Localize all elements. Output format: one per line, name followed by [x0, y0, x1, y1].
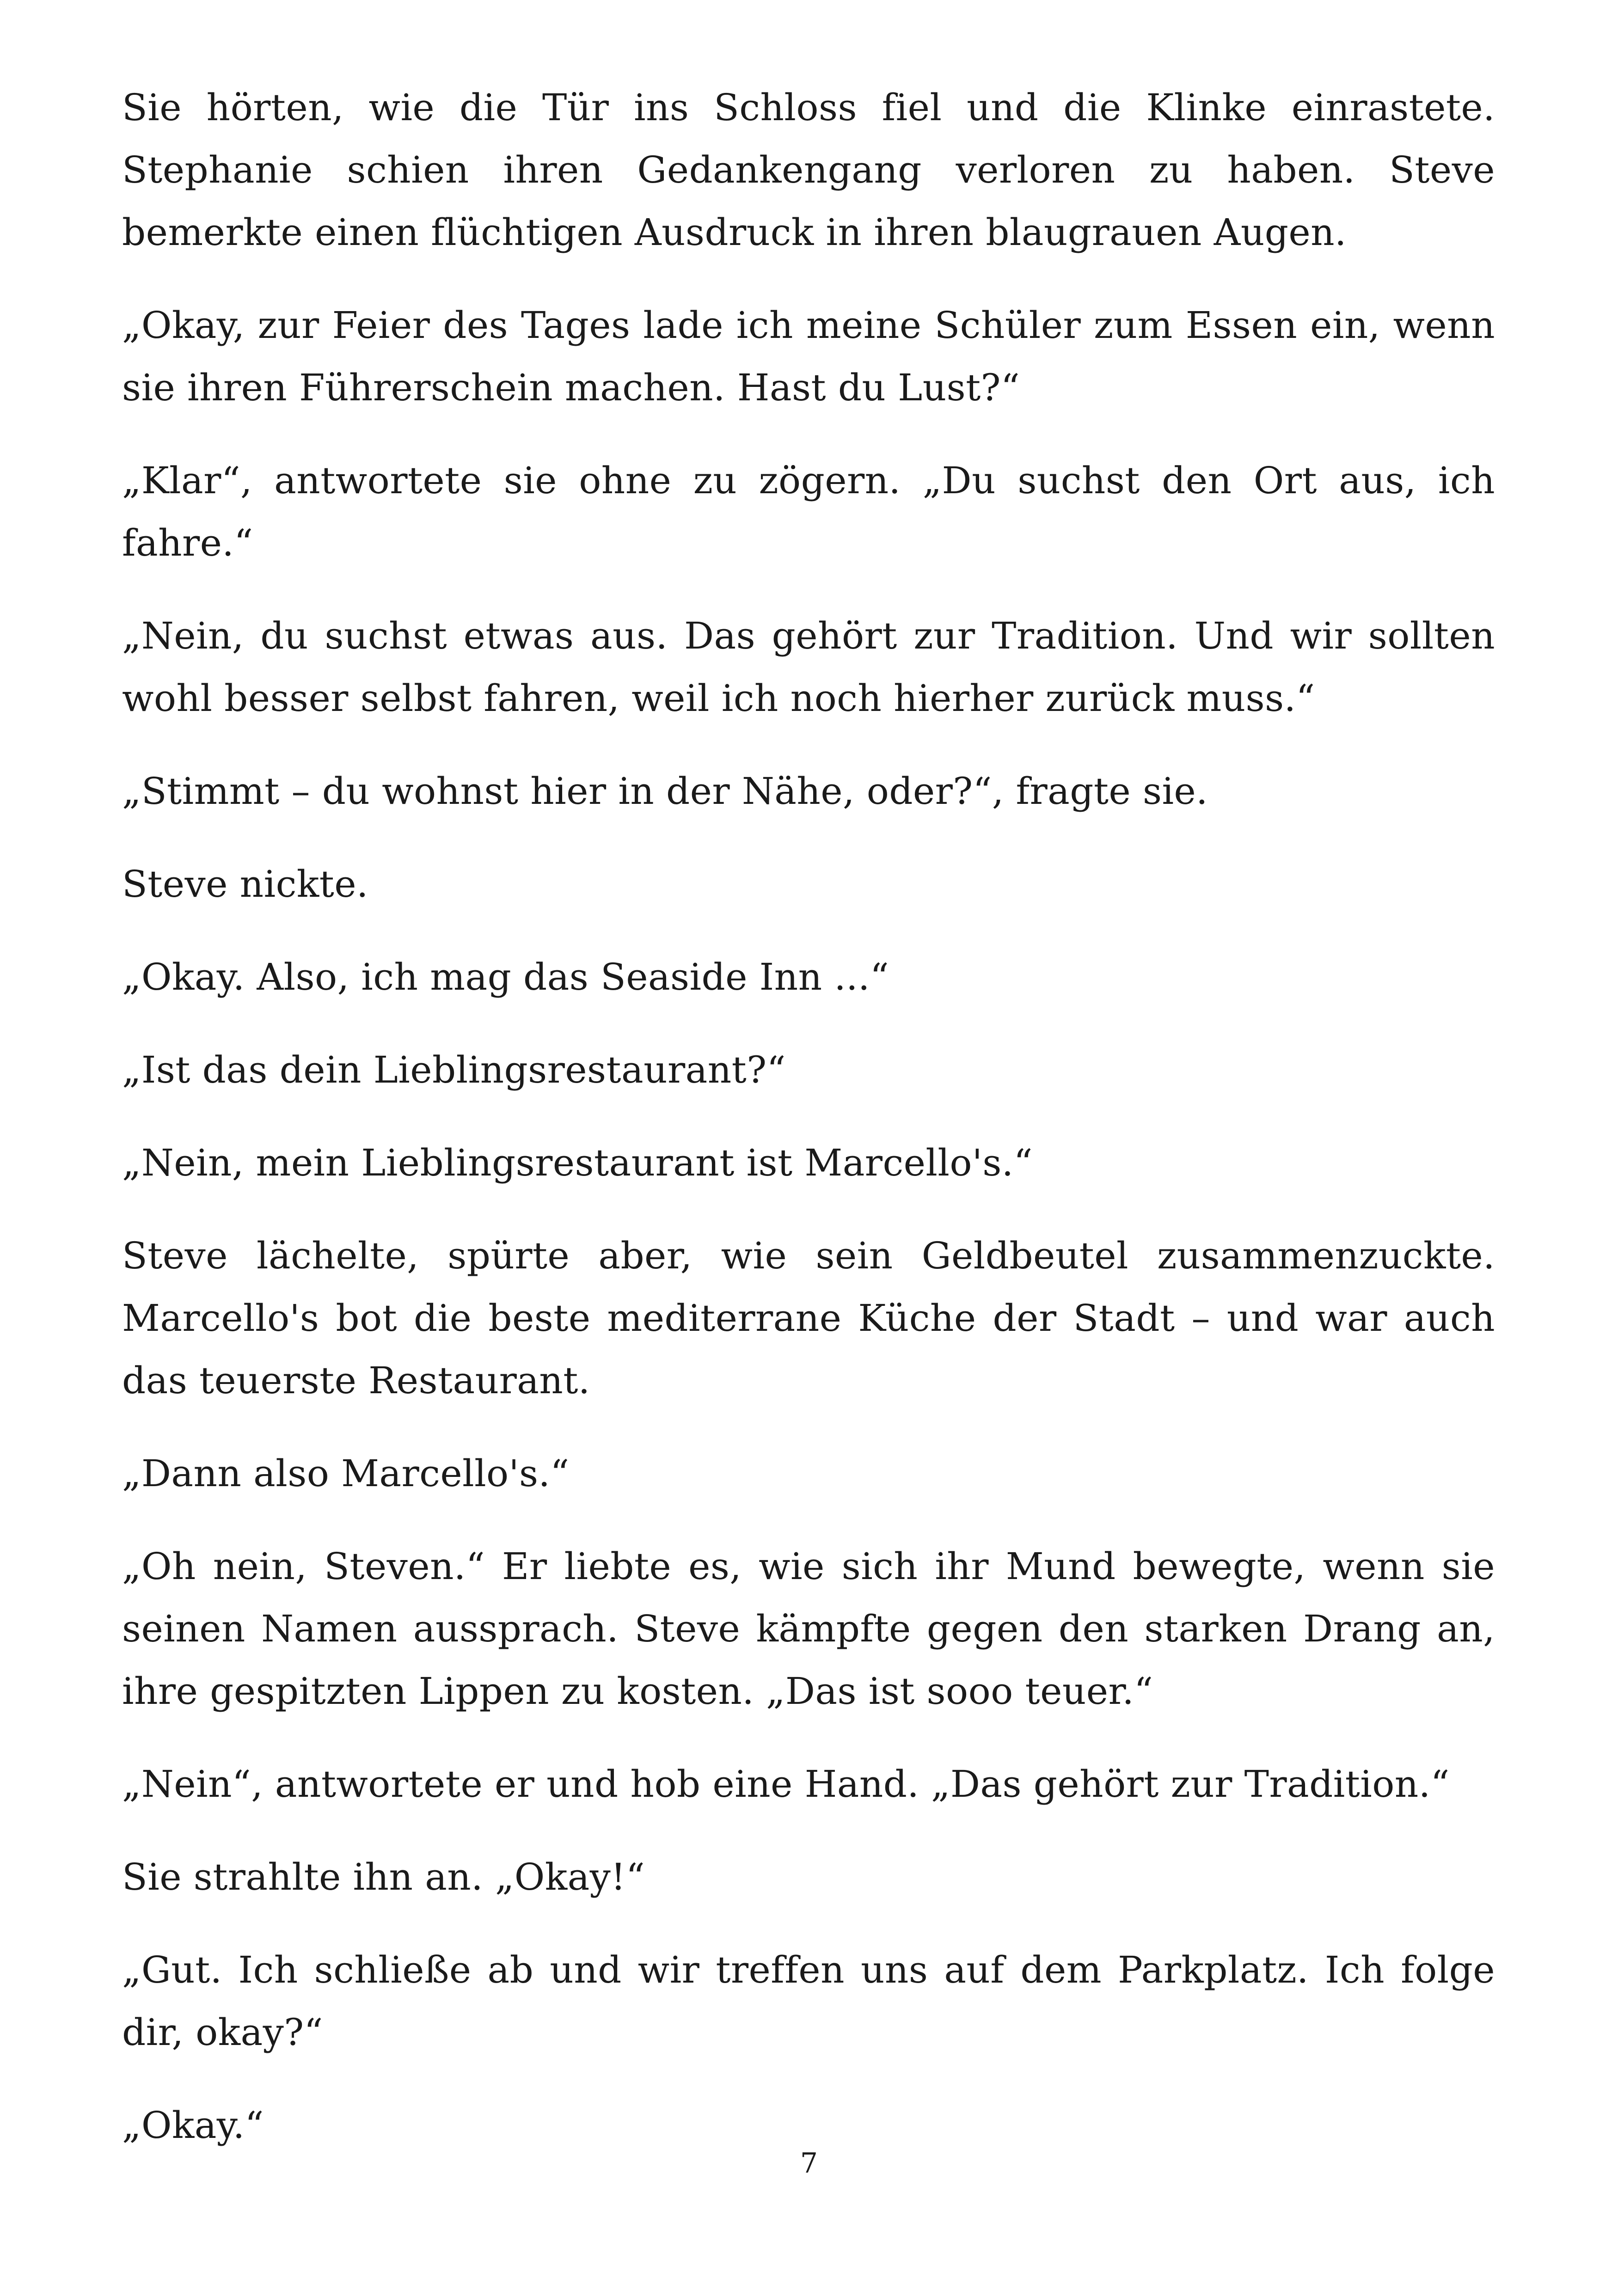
paragraph-15: „Gut. Ich schließe ab und wir treffen uns auf dem Parkplatz. Ich folge dir, okay?“ — [122, 1948, 1495, 2054]
paragraph-14: Sie strahlte ihn an. „Okay!“ — [122, 1855, 645, 1898]
page-number: 7 — [800, 2147, 818, 2180]
paragraph-8: „Ist das dein Lieblingsrestaurant?“ — [122, 1048, 786, 1091]
paragraph-11: „Dann also Marcello's.“ — [122, 1452, 570, 1495]
paragraph-6: Steve nickte. — [122, 863, 368, 906]
paragraph-5: „Stimmt – du wohnst hier in der Nähe, oder?“, fragte sie. — [122, 770, 1208, 813]
paragraph-12: „Oh nein, Steven.“ Er liebte es, wie sich ihr Mund bewegte, wenn sie seinen Namen aussprach. Steve kämpfte gegen den starken Drang an, ihre gespitzten Lippen zu kosten. „Das ist sooo teuer.“ — [122, 1545, 1495, 1713]
paragraph-16: „Okay.“ — [122, 2104, 264, 2147]
paragraph-10: Steve lächelte, spürte aber, wie sein Geldbeutel zusammenzuckte. Marcello's bot die beste mediterrane Küche der Stadt – und war auch das teuerste Restaurant. — [122, 1234, 1495, 1402]
paragraph-4: „Nein, du suchst etwas aus. Das gehört zur Tradition. Und wir sollten wohl besser selbst fahren, weil ich noch hierher zurück muss.“ — [122, 614, 1495, 720]
paragraph-13: „Nein“, antwortete er und hob eine Hand. „Das gehört zur Tradition.“ — [122, 1763, 1450, 1806]
paragraph-9: „Nein, mein Lieblingsrestaurant ist Marcello's.“ — [122, 1141, 1033, 1184]
paragraph-2: „Okay, zur Feier des Tages lade ich meine Schüler zum Essen ein, wenn sie ihren Führerschein machen. Hast du Lust?“ — [122, 304, 1495, 409]
paragraph-3: „Klar“, antwortete sie ohne zu zögern. „Du suchst den Ort aus, ich fahre.“ — [122, 459, 1495, 564]
paragraph-1: Sie hörten, wie die Tür ins Schloss fiel und die Klinke einrastete. Stephanie schien ihren Gedankengang verloren zu haben. Steve bemerkte einen flüchtigen Ausdruck in ihren blaugrauen Augen. — [122, 86, 1495, 254]
page-body — [122, 76, 1495, 2187]
paragraph-7: „Okay. Also, ich mag das Seaside Inn ...“ — [122, 955, 889, 998]
